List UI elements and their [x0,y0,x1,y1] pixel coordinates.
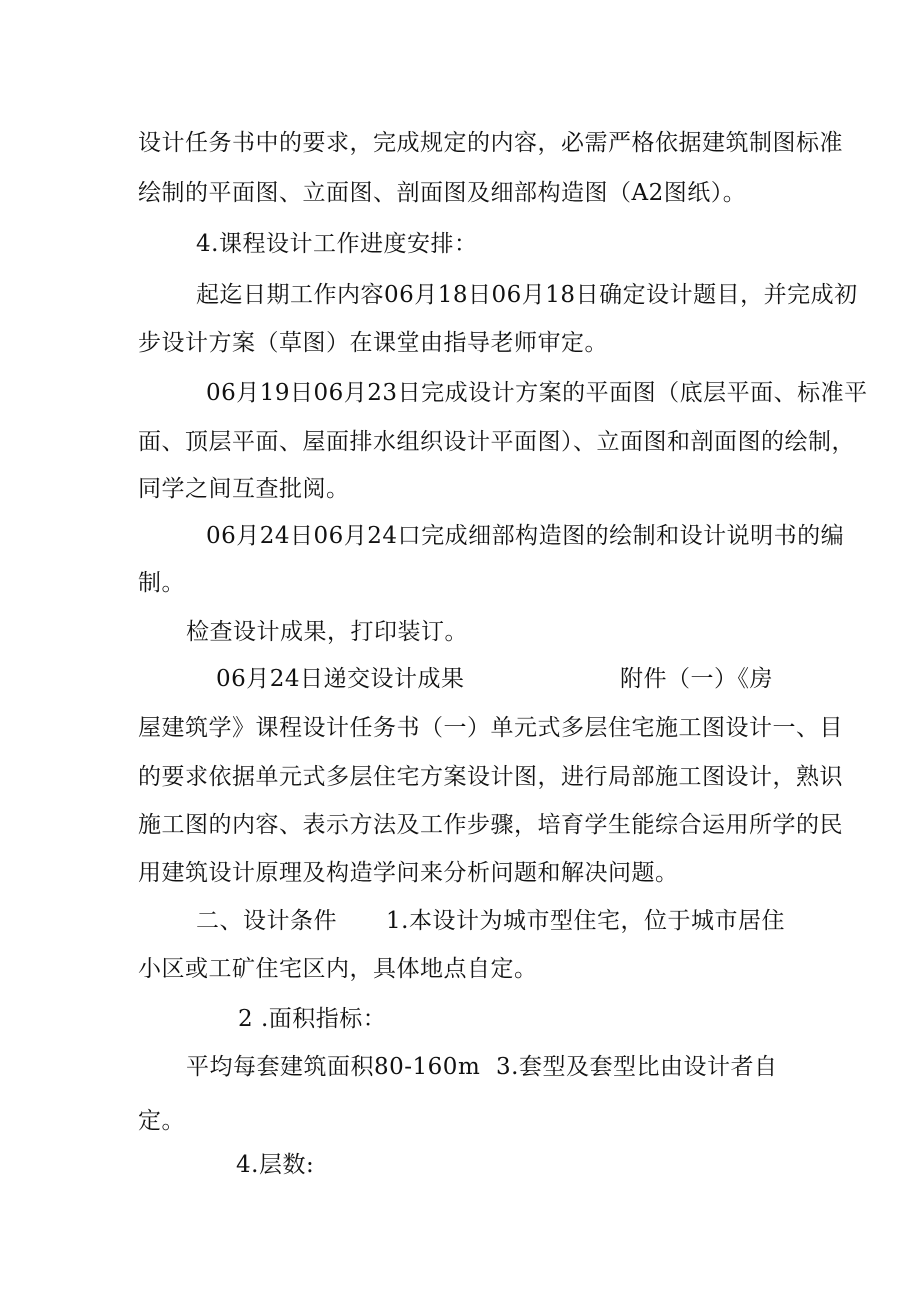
paragraph-line: 检查设计成果，打印装订。 [186,619,468,645]
paragraph-line: 3.套型及套型比由设计者自 [496,1054,778,1080]
paragraph-line: 的要求依据单元式多层住宅方案设计图，进行局部施工图设计，熟识 [138,764,843,790]
paragraph-line: 同学之间互查批阅。 [138,476,350,502]
paragraph-line: 屋建筑学》课程设计任务书（一）单元式多层住宅施工图设计一、目 [138,715,843,741]
paragraph-line: 面、顶层平面、屋面排水组织设计平面图）、立面图和剖面图的绘制， [138,429,855,455]
paragraph-line: 附件（一）《房 [620,666,773,692]
section-heading: 4.层数: [236,1152,315,1178]
section-heading: 4.课程设计工作进度安排： [196,231,478,257]
section-heading: 二、设计条件 [196,908,337,934]
paragraph-line: 小区或工矿住宅区内，具体地点自定。 [138,956,538,982]
paragraph-line: 步设计方案（草图）在课堂由指导老师审定。 [138,330,608,356]
paragraph-line: 起迄日期工作内容06月18日06月18日确定设计题目，并完成初 [196,282,858,308]
paragraph-line: 设计任务书中的要求，完成规定的内容，必需严格依据建筑制图标准 [138,130,843,156]
paragraph-line: 06月24日06月24口完成细部构造图的绘制和设计说明书的编 [206,523,845,549]
paragraph-line: 用建筑设计原理及构造学问来分析问题和解决问题。 [138,860,679,886]
paragraph-line: 绘制的平面图、立面图、剖面图及细部构造图（A2图纸）。 [138,180,747,206]
paragraph-line: 平均每套建筑面积80-160m [186,1054,481,1080]
paragraph-line: 定。 [138,1108,185,1134]
paragraph-line: 06月24日递交设计成果 [216,666,465,692]
paragraph-line: 制。 [138,570,185,596]
paragraph-line: 06月19日06月23日完成设计方案的平面图（底层平面、标准平 [206,380,868,406]
paragraph-line: 1.本设计为城市型住宅，位于城市居住 [386,908,785,934]
paragraph-line: 施工图的内容、表示方法及工作步骤，培育学生能综合运用所学的民 [138,812,843,838]
paragraph-line: 2 .面积指标： [238,1006,387,1032]
